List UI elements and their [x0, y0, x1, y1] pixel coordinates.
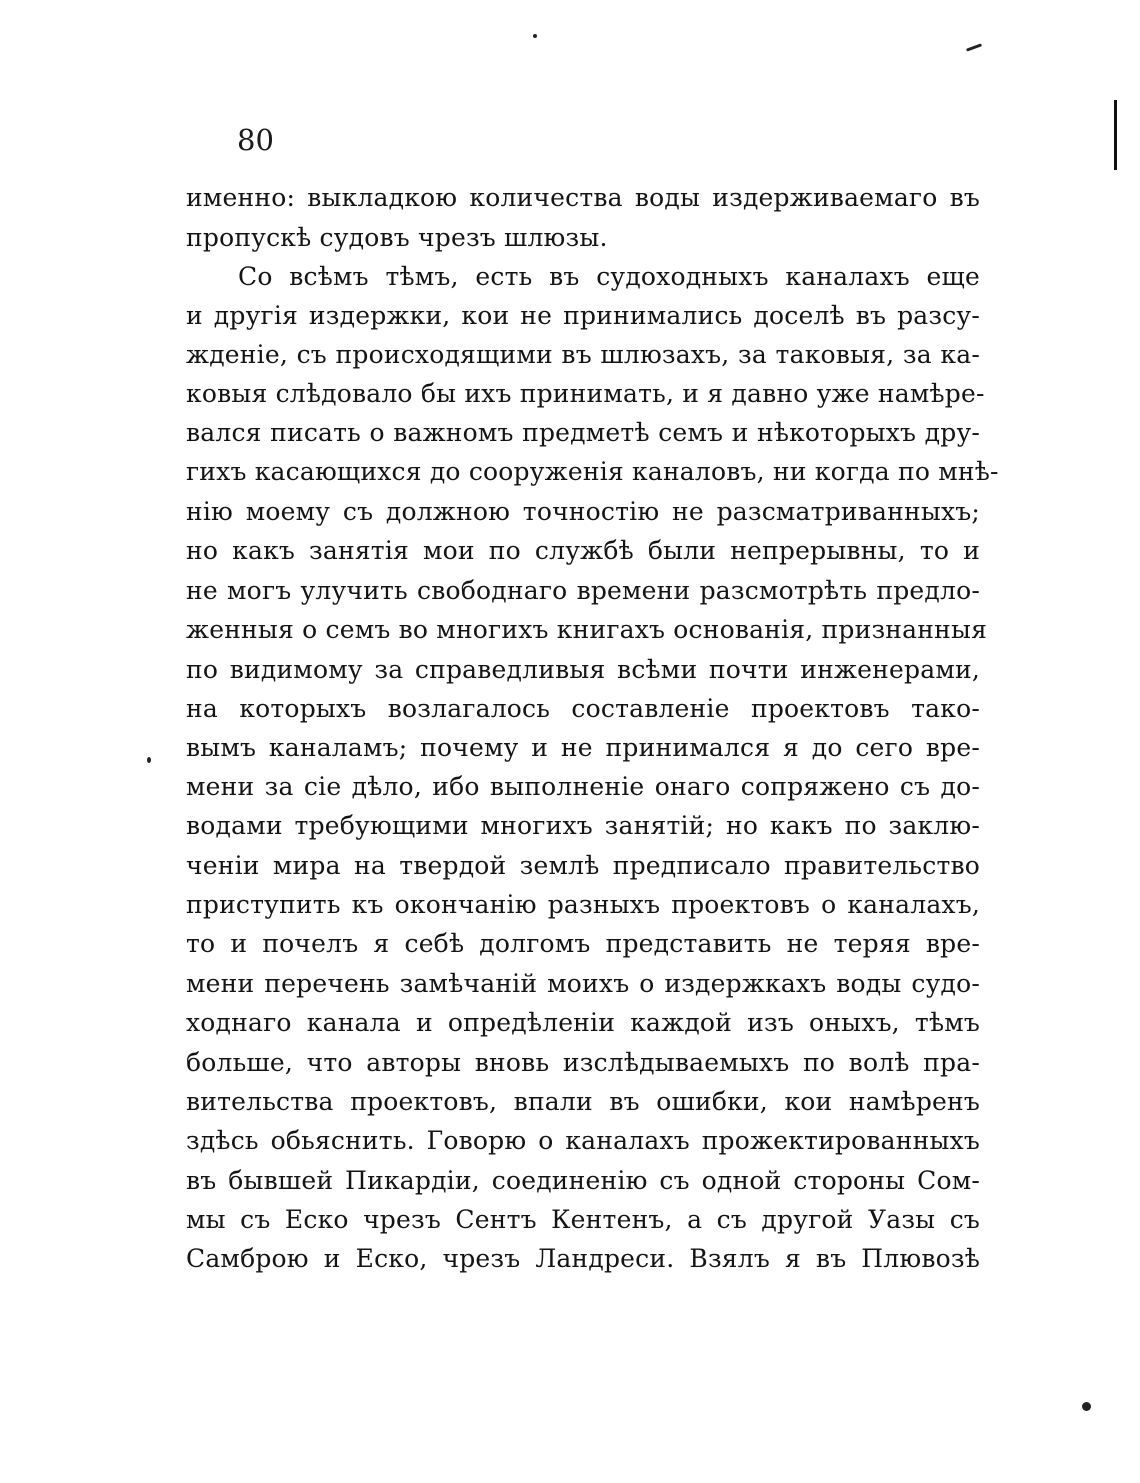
- text-line: и другія издержки, кои не принимались доселѣ въ разсу-: [186, 301, 980, 330]
- text-line: приступить къ окончанію разныхъ проектовъ о каналахъ,: [186, 890, 980, 919]
- text-line: то и почелъ я себѣ долгомъ представить не теряя вре-: [186, 929, 980, 958]
- text-line: ходнаго канала и опредѣленіи каждой изъ оныхъ, тѣмъ: [186, 1008, 980, 1037]
- text-line: мени за сіе дѣло, ибо выполненіе онаго сопряжено съ до-: [186, 772, 980, 801]
- text-line: здѣсь обьяснить. Говорю о каналахъ прожектированныхъ: [186, 1126, 980, 1155]
- text-line: пропускѣ судовъ чрезъ шлюзы.: [186, 223, 608, 252]
- text-line: мени перечень замѣчаній моихъ о издержкахъ воды судо-: [186, 969, 980, 998]
- text-line: больше, что авторы вновь изслѣдываемыхъ по волѣ пра-: [186, 1048, 980, 1077]
- scan-speck: [1082, 1402, 1091, 1411]
- page-number: 80: [237, 123, 274, 157]
- scan-speck: [966, 43, 982, 51]
- text-line: Со всѣмъ тѣмъ, есть въ судоходныхъ каналахъ еще: [238, 262, 980, 291]
- text-line: не могъ улучить свободнаго времени разсмотрѣть предло-: [186, 576, 980, 605]
- text-line: водами требующими многихъ занятій; но какъ по заклю-: [186, 811, 980, 840]
- text-line: вительства проектовъ, впали въ ошибки, кои намѣренъ: [186, 1087, 980, 1116]
- text-line: мы съ Еско чрезъ Сентъ Кентенъ, а съ другой Уазы съ: [186, 1205, 980, 1234]
- text-line: гихъ касающихся до сооруженія каналовъ, ни когда по мнѣ-: [186, 457, 999, 486]
- text-line: нію моему съ должною точностію не разсматриванныхъ;: [186, 497, 980, 526]
- text-line: вался писать о важномъ предметѣ семъ и нѣкоторыхъ дру-: [186, 418, 980, 447]
- text-line: именно: выкладкою количества воды издерживаемаго въ: [186, 183, 980, 212]
- text-line: въ бывшей Пикардіи, соединенію съ одной стороны Сом-: [186, 1166, 980, 1195]
- text-line: жденіе, съ происходящими въ шлюзахъ, за таковыя, за ка-: [186, 340, 980, 369]
- text-line: ковыя слѣдовало бы ихъ принимать, и я давно уже намѣре-: [186, 379, 985, 408]
- text-line: Самброю и Еско, чрезъ Ландреси. Взялъ я въ Плювозѣ: [186, 1244, 980, 1273]
- text-line: но какъ занятія мои по службѣ были непрерывны, то и: [186, 536, 980, 565]
- scan-speck: [533, 34, 537, 38]
- scan-speck: [147, 757, 151, 763]
- text-line: вымъ каналамъ; почему и не принимался я до сего вре-: [186, 733, 980, 762]
- text-line: на которыхъ возлагалось составленіе проектовъ тако-: [186, 694, 980, 723]
- text-line: по видимому за справедливыя всѣми почти инженерами,: [186, 655, 980, 684]
- text-line: женныя о семъ во многихъ книгахъ основанія, признанныя: [186, 615, 988, 644]
- text-line: ченіи мира на твердой землѣ предписало правительство: [186, 851, 980, 880]
- page-edge-shadow: [1114, 100, 1117, 170]
